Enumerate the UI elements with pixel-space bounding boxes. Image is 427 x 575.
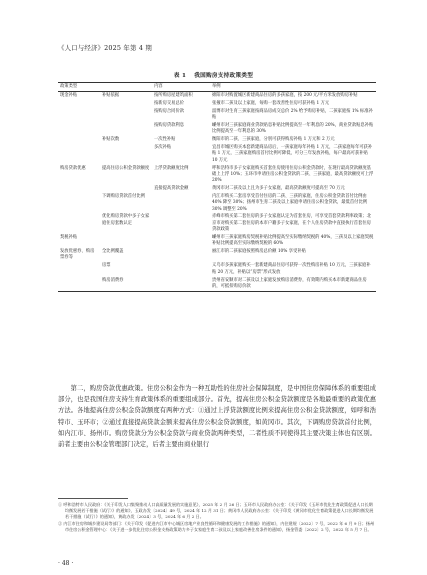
table-cell: 张掖市二孩及以上家庭，每购一套改善性住房可获补贴 1 万元 <box>212 100 330 106</box>
table-row <box>58 248 376 262</box>
table-cell <box>152 277 210 292</box>
table-cell: 全比例覆盖 <box>102 249 124 255</box>
table-cell <box>152 234 210 248</box>
footnotes <box>58 502 376 534</box>
table-cell <box>152 248 210 262</box>
running-head: 《人口与经济》2025 年第 4 期 <box>58 44 152 52</box>
table-cell: 直接提高贷款金额 <box>154 186 189 192</box>
table-cell: 嵊州市三孩家庭购房契税补贴比例提高至实际缴纳契税的 40%，三孩及以上家庭契税补贴比例提高至实际缴纳契税的 60% <box>212 234 374 247</box>
table-cell: 购房消费券 <box>100 277 152 292</box>
table-cell: 一次性补贴 <box>154 137 176 143</box>
table-row <box>58 185 376 193</box>
table-cell <box>58 122 100 136</box>
table-cell: 购房贷款优惠 <box>60 165 86 171</box>
table-cell <box>100 144 152 164</box>
page-number: · 48 · <box>58 560 74 567</box>
table-cell: 按所购房屋建筑面积 <box>154 93 193 99</box>
table-row <box>58 122 376 136</box>
table-cell: 呼和浩特市多子女家庭购买首套住房使用住房公积金贷款时，在现行最高贷款额度基础上上浮 10%；玉环市申请住房公积金贷款的二孩、三孩家庭，最高贷款额度可上浮 20% <box>212 165 374 184</box>
table-cell <box>152 263 210 277</box>
table-cell: 衡阳市的二孩、三孩家庭，分别可获得购房补贴 1 万元和 2 万元 <box>212 137 335 143</box>
table-cell <box>58 144 100 164</box>
table-cell: 宜昌市城区购买本套新建商品房后，一孩家庭每年补贴 1 万元，二孩家庭每年可获补贴 1 万元，三孩家庭购房首付比例可降低，可分三年发放补贴，每户最高可获补贴 10 万元 <box>212 145 373 163</box>
table-row <box>58 214 376 234</box>
table-cell <box>58 185 100 193</box>
table-cell: 优化购房贷款中多子女家庭住房套数认定 <box>102 214 150 226</box>
table-cell <box>58 277 100 292</box>
table-cell: 补贴次数 <box>102 137 120 143</box>
table-cell: 补贴依据 <box>102 93 120 99</box>
table-cell: 上浮贷款额度比例 <box>154 165 189 171</box>
table-cell <box>58 100 100 108</box>
body-paragraph: 第二，购房贷款优惠政策。住房公积金作为一种互助性的住房社会保障制度，是中国住房保障体系的重要组成部分，也是我国住房支持生育政策体系的重要组成部分。首先，提高住房公积金贷款额度是各地最重要的政策优惠方法。各地提高住房公积金贷款额度有两种方式：①通过上浮贷款额度比例来提高住房公积金贷款额度，如呼和浩特市、玉环市；②通过直接提高贷款金额来提高住房公积金贷款额度，如黄冈市。其次，下调购房贷款首付比例，如内江市、扬州市。购房贷款分为公积金贷款与商业贷款两种类型，二者性质不同使得其主要决策主体也有区别。前者主要由公积金管理部门决定，后者主要由商业银行 <box>58 385 376 449</box>
table-cell: 发放优惠券、购房票券等 <box>60 249 95 261</box>
table-cell <box>58 108 100 122</box>
header-content: 内容 <box>152 83 210 92</box>
table-title: 我国购房支持政策类型 <box>194 73 254 79</box>
table-cell <box>152 193 210 213</box>
table-row <box>58 234 376 248</box>
table-cell: 义乌市多孩家庭购买一套新建商品住房可获得一次性购房补贴 10 万元，三孩家庭补贴 20 万元，补贴以“房票”形式发放 <box>212 263 371 275</box>
footnote-2: ② 内江市住房和城乡建设局等部门：《关于印发《促进内江市中心城区房地产业良性循环和健康发展的工作措施》的通知》，内住建规〔2022〕7 号，2022 年 6 月 9 日；扬州市住房公积金管理中心：《关于进一步优化住房公积金支持政策助力多子女家庭生育二孩及以上家庭改善住房条件的通知》，扬金管委〔2022〕2 号，2022 年 5 月 7 日。 <box>58 521 375 533</box>
table-row <box>58 92 376 100</box>
table-cell: 内江市购买二套房享受首付住房的二孩、三孩的家庭，住房公积金贷款首付比例由 40% 降至 30%；扬州市生育二孩及以上家庭申请住房公积金贷款，最低首付比例 30% 调整至 20% <box>212 194 368 212</box>
table-row <box>58 100 376 108</box>
table-row <box>58 108 376 122</box>
table-row <box>58 136 376 144</box>
table-cell: 提高住房公积金贷款额度 <box>102 165 150 171</box>
footnote-1: ① 呼和浩特市人民政府：《关于印发人口集聚推动人口高质量发展的实施意见》，2025 年 2 月 26 日；玉环市人民政府办公室：《关于印发《玉环市优化生育政策促进人口长期均衡发展若干措施（试行）》的通知》，玉政办发〔2024〕49 号，2024 年 12 月 31 日；黄冈市人民政府办公室：《关于印发《黄冈市优化生育政策促进人口长期均衡发展若干措施（试行）》的通知》，黄政办发〔2024〕3 号，2024 年 6 月 2 日。 <box>58 502 374 520</box>
table-cell: 按新房交易总价 <box>154 100 185 106</box>
table-cell: 房票 <box>102 263 111 269</box>
table-cell: 贵州省安顺市对二孩及以上家庭发放购房消费券，有效期内购买本市新建商品住房的，可抵扣购房价款 <box>210 277 376 292</box>
table-caption <box>0 71 427 79</box>
table-number: 表 1 <box>173 73 187 79</box>
footnote-divider <box>58 498 128 499</box>
table-cell: 按购房贷款利息 <box>154 123 185 129</box>
table-cell <box>58 136 100 144</box>
table-row <box>58 277 376 292</box>
table-cell <box>58 263 100 277</box>
table-cell: 按购房合同价款 <box>154 108 185 114</box>
table-cell: 嵊州市对三孩家庭商业贷款贴息补贴比例提高至一年利息的 20%，商业贷款贴息补贴比例提高至一年利息的 30% <box>212 123 374 135</box>
policy-table <box>58 82 376 292</box>
table-cell: 绵阳市对购置城区新建商品住房的多孩家庭，按 200 元/平方米发放购房补贴 <box>212 93 358 99</box>
table-cell: 淄博市对生育三孩家庭按商品房成交总价 2% 给予购房补贴，二孩家庭按 1% 标准补贴 <box>212 108 373 121</box>
table-cell <box>152 214 210 234</box>
header-policy-type: 政策类型 <box>58 83 100 92</box>
table-cell <box>58 193 100 213</box>
table-cell <box>58 214 100 234</box>
table-cell <box>100 234 152 248</box>
header-blank <box>100 83 152 92</box>
table-cell: 契税补贴 <box>60 234 78 240</box>
table-row <box>58 263 376 277</box>
header-example: 举例 <box>210 83 376 92</box>
table-cell <box>100 100 152 108</box>
table-row <box>58 165 376 185</box>
table-cell: 多次补贴 <box>154 145 172 151</box>
table-cell: 现金补贴 <box>60 93 78 99</box>
table-cell <box>100 185 152 193</box>
table-cell: 黄冈市对二孩及以上且为多子女家庭，最高贷款额度可提高至 70 万元 <box>212 186 345 192</box>
table-cell <box>100 108 152 122</box>
table-cell <box>100 122 152 136</box>
table-header-row <box>58 83 376 92</box>
table-cell: 丽江市的二孩家庭按照购房总价额 10% 享受补贴 <box>212 249 306 255</box>
table-cell: 赤峰市购买第二套住房的多子女家庭认定为首套住房，可享受首套贷款利率政策；北京市对购买第二套住房的本市户籍多子女家庭，在个人住房贷款中直接执行首套住房贷款政策 <box>212 214 371 233</box>
table-cell: 下调购房贷款首付比例 <box>102 194 145 199</box>
table-row <box>58 144 376 164</box>
table-row <box>58 193 376 213</box>
